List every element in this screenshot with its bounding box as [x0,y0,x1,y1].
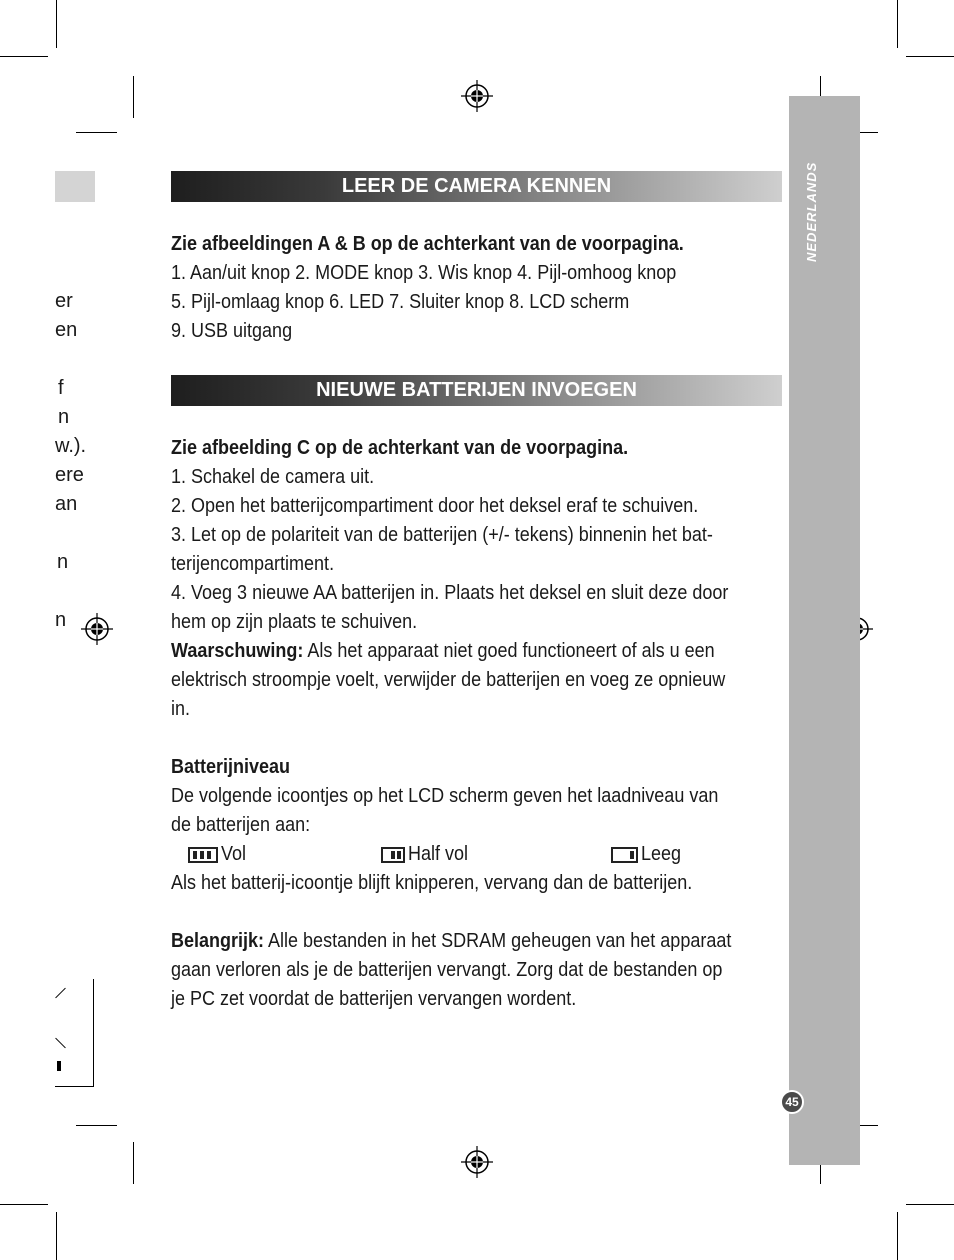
left-page-tab [55,171,95,202]
battery-empty-icon [611,847,638,863]
left-page-fragment: n [57,551,69,573]
left-page-fragment: n [55,609,67,631]
warning-label: Waarschuwing: [171,640,304,662]
warning-paragraph [171,637,715,666]
crop-mark [133,76,134,118]
crop-mark [76,132,117,133]
battery-level-text: de batterijen aan: [171,814,311,836]
important-text: je PC zet voordat de batterijen vervangen wordent. [171,988,577,1010]
page-number: 45 [780,1090,804,1114]
left-page-fragment: an [55,493,78,515]
step-text: 2. Open het batterijcompartiment door het deksel eraf te schuiven. [171,495,699,517]
crop-mark [56,0,57,48]
registration-target-icon [80,612,114,646]
battery-level-label: Vol [221,843,247,865]
blink-note: Als het batterij-icoontje blijft knipperen, vervang dan de batterijen. [171,872,693,894]
step-text: hem op zijn plaats te schuiven. [171,611,418,633]
battery-level-text: De volgende icoontjes op het LCD scherm geven het laadniveau van [171,785,719,807]
crop-mark [906,56,954,57]
crop-mark [897,1212,898,1260]
left-page-fragment: ere [55,464,84,486]
important-label: Belangrijk: [171,930,265,952]
important-paragraph [171,927,731,956]
step-text: terijencompartiment. [171,553,335,575]
parts-line: 9. USB uitgang [171,320,293,342]
left-page-fragment: en [55,319,78,341]
important-text: gaan verloren als je de batterijen vervangt. Zorg dat de bestanden op [171,959,723,981]
registration-target-icon [460,1145,494,1179]
left-page-fragment: w.). [55,435,87,457]
battery-full-icon [188,847,218,863]
section-heading-bar: LEER DE CAMERA KENNEN [171,171,782,202]
step-text: 1. Schakel de camera uit. [171,466,375,488]
battery-level-label: Leeg [641,843,682,865]
warning-text: elektrisch stroompje voelt, verwijder de batterijen en voeg ze opnieuw [171,669,726,691]
important-text: Alle bestanden in het SDRAM geheugen van het apparaat [264,930,732,952]
warning-text: in. [171,698,191,720]
crop-mark [906,1204,954,1205]
left-page-fragment: er [55,290,73,312]
crop-mark [897,0,898,48]
crop-mark [56,1212,57,1260]
registration-target-icon [460,79,494,113]
crop-mark [0,56,48,57]
battery-half-icon [381,847,405,863]
section-intro: Zie afbeelding C op de achterkant van de voorpagina. [171,437,629,459]
left-page-fragment: f [58,377,64,399]
warning-text: Als het apparaat niet goed functioneert of als u een [303,640,715,662]
battery-level-title: Batterijniveau [171,756,291,778]
section-intro: Zie afbeeldingen A & B op de achterkant van de voorpagina. [171,233,684,255]
battery-level-label: Half vol [408,843,469,865]
left-page-mark [57,1061,61,1071]
left-page-fragment: n [58,406,70,428]
crop-mark [76,1125,117,1126]
crop-mark [0,1204,48,1205]
parts-line: 5. Pijl-omlaag knop 6. LED 7. Sluiter knop 8. LCD scherm [171,291,630,313]
section-heading-bar: NIEUWE BATTERIJEN INVOEGEN [171,375,782,406]
language-side-tab [789,96,860,1165]
language-label: NEDERLANDS [804,161,819,262]
step-text: 4. Voeg 3 nieuwe AA batterijen in. Plaats het deksel en sluit deze door [171,582,729,604]
crop-mark [133,1142,134,1184]
parts-line: 1. Aan/uit knop 2. MODE knop 3. Wis knop 4. Pijl-omhoog knop [171,262,677,284]
step-text: 3. Let op de polariteit van de batterijen (+/- tekens) binnenin het bat- [171,524,713,546]
